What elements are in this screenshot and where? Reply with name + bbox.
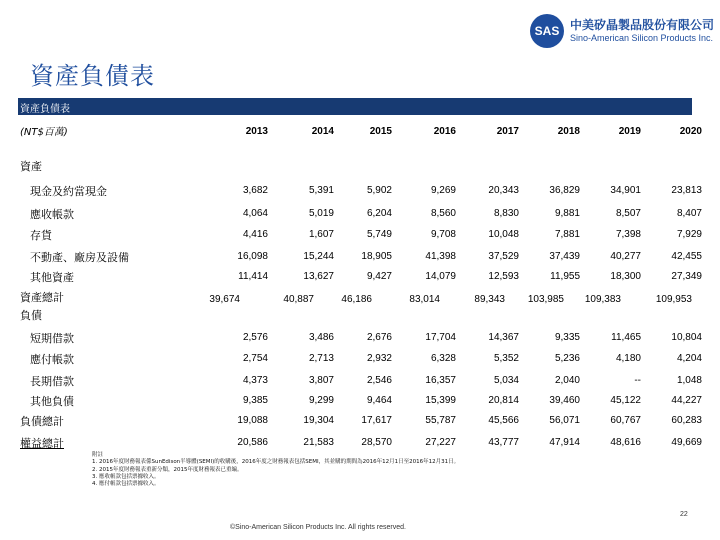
year-header-cell: 2019 <box>618 126 641 137</box>
table-cell: 1,048 <box>676 375 702 386</box>
table-cell: 4,180 <box>615 353 641 364</box>
table-cell: 13,627 <box>303 271 334 282</box>
table-cell: 8,560 <box>430 208 456 219</box>
table-cell: 36,829 <box>549 185 580 196</box>
table-cell: 44,227 <box>671 395 702 406</box>
table-cell: 8,407 <box>676 208 702 219</box>
table-cell: 39,460 <box>549 395 580 406</box>
table-title: 資產負債表 <box>20 104 70 115</box>
table-cell: 109,953 <box>655 294 692 305</box>
row-label: 應付帳款 <box>30 353 74 366</box>
year-header-cell: 2013 <box>245 126 268 137</box>
table-cell: 45,566 <box>488 415 519 426</box>
row-label: 短期借款 <box>30 332 74 345</box>
table-cell: 40,277 <box>610 251 641 262</box>
table-cell: 10,804 <box>671 332 702 343</box>
table-cell: 5,019 <box>308 208 334 219</box>
note-line: 2. 2015年度財務報表重新分類，2015年度財務報表已重編。 <box>92 466 243 473</box>
table-cell: 48,616 <box>610 437 641 448</box>
table-cell: 8,507 <box>615 208 641 219</box>
table-cell: 17,704 <box>425 332 456 343</box>
table-cell: 12,593 <box>488 271 519 282</box>
table-cell: 37,529 <box>488 251 519 262</box>
year-header-cell: 2018 <box>557 126 580 137</box>
row-label: 其他負債 <box>30 395 74 408</box>
table-cell: 40,887 <box>283 294 314 305</box>
table-cell: 15,244 <box>303 251 334 262</box>
row-label: 負債總計 <box>20 415 64 428</box>
row-label: 長期借款 <box>30 375 74 388</box>
unit-label: (NT$百萬) <box>20 127 68 138</box>
table-cell: 3,486 <box>308 332 334 343</box>
row-label: 現金及約當現金 <box>30 185 107 198</box>
section-assets: 資產 <box>20 160 42 173</box>
table-cell: 5,236 <box>554 353 580 364</box>
company-logo <box>530 14 715 50</box>
note-line: 附註 <box>92 452 104 458</box>
table-cell: 16,098 <box>237 251 268 262</box>
table-cell: -- <box>634 375 641 386</box>
table-cell: 4,204 <box>676 353 702 364</box>
table-cell: 4,416 <box>242 229 268 240</box>
table-cell: 10,048 <box>488 229 519 240</box>
table-cell: 3,682 <box>242 185 268 196</box>
table-cell: 9,299 <box>308 395 334 406</box>
table-cell: 6,328 <box>430 353 456 364</box>
table-cell: 17,617 <box>361 415 392 426</box>
page-number: 22 <box>680 511 688 518</box>
table-cell: 2,713 <box>308 353 334 364</box>
table-cell: 109,383 <box>584 294 621 305</box>
table-cell: 6,204 <box>366 208 392 219</box>
table-cell: 18,300 <box>610 271 641 282</box>
copyright-footer: ©Sino-American Silicon Products Inc. All rights reserved. <box>230 524 406 531</box>
table-cell: 9,427 <box>366 271 392 282</box>
table-cell: 39,674 <box>209 294 240 305</box>
table-cell: 5,034 <box>493 375 519 386</box>
year-header-cell: 2020 <box>679 126 702 137</box>
table-cell: 8,830 <box>493 208 519 219</box>
table-cell: 42,455 <box>671 251 702 262</box>
table-cell: 2,754 <box>242 353 268 364</box>
table-cell: 9,335 <box>554 332 580 343</box>
table-cell: 3,807 <box>308 375 334 386</box>
table-cell: 103,985 <box>527 294 564 305</box>
table-cell: 21,583 <box>303 437 334 448</box>
table-cell: 19,304 <box>303 415 334 426</box>
table-cell: 41,398 <box>425 251 456 262</box>
table-cell: 2,676 <box>366 332 392 343</box>
table-cell: 9,385 <box>242 395 268 406</box>
row-label: 權益總計 <box>20 437 64 450</box>
table-cell: 20,343 <box>488 185 519 196</box>
company-name-en: Sino-American Silicon Products Inc. <box>570 33 714 43</box>
table-cell: 5,749 <box>366 229 392 240</box>
table-cell: 9,269 <box>430 185 456 196</box>
table-cell: 2,576 <box>242 332 268 343</box>
table-cell: 11,465 <box>611 332 641 343</box>
row-label: 不動產、廠房及設備 <box>30 251 129 264</box>
company-name-zh: 中美矽晶製品股份有限公司 <box>570 18 715 32</box>
table-cell: 7,929 <box>676 229 702 240</box>
table-cell: 5,902 <box>366 185 392 196</box>
table-cell: 7,881 <box>554 229 580 240</box>
table-cell: 27,227 <box>425 437 456 448</box>
table-cell: 18,905 <box>361 251 392 262</box>
table-cell: 15,399 <box>425 395 456 406</box>
table-cell: 60,767 <box>610 415 641 426</box>
table-cell: 2,040 <box>554 375 580 386</box>
table-title-bar <box>18 98 692 115</box>
note-line: 3. 應收帳款包括票據收入。 <box>92 473 160 480</box>
table-cell: 4,373 <box>242 375 268 386</box>
row-label: 資產總計 <box>20 291 64 304</box>
table-cell: 9,464 <box>366 395 392 406</box>
table-cell: 34,901 <box>610 185 641 196</box>
table-cell: 23,813 <box>671 185 702 196</box>
year-header-cell: 2016 <box>433 126 456 137</box>
table-cell: 5,352 <box>493 353 519 364</box>
table-cell: 56,071 <box>549 415 580 426</box>
table-cell: 4,064 <box>242 208 268 219</box>
year-header-cell: 2015 <box>369 126 392 137</box>
table-cell: 89,343 <box>474 294 505 305</box>
note-line: 4. 應付帳款包括票據收入。 <box>92 481 160 488</box>
table-cell: 37,439 <box>549 251 580 262</box>
table-cell: 45,122 <box>610 395 641 406</box>
table-cell: 83,014 <box>409 294 440 305</box>
table-cell: 11,955 <box>550 271 580 282</box>
footnotes <box>92 452 692 488</box>
row-label: 應收帳款 <box>30 208 74 221</box>
table-cell: 2,546 <box>366 375 392 386</box>
table-cell: 11,414 <box>238 271 268 282</box>
table-cell: 1,607 <box>308 229 334 240</box>
table-cell: 14,079 <box>425 271 456 282</box>
table-cell: 9,881 <box>554 208 580 219</box>
note-line: 1. 2016年度財務報表係SunEdison半導體(SEMI)的收購後，2016年度之財務報表包括SEMI，其並購的期間為2016年12月1日至2016年12月31日。 <box>92 459 460 466</box>
table-cell: 55,787 <box>425 415 456 426</box>
table-cell: 49,669 <box>671 437 702 448</box>
year-header-cell: 2017 <box>496 126 519 137</box>
table-cell: 2,932 <box>366 353 392 364</box>
page-title: 資產負債表 <box>30 62 155 90</box>
table-cell: 5,391 <box>308 185 334 196</box>
table-cell: 20,586 <box>237 437 268 448</box>
table-cell: 47,914 <box>549 437 580 448</box>
year-header-cell: 2014 <box>311 126 334 137</box>
table-cell: 16,357 <box>425 375 456 386</box>
table-cell: 19,088 <box>237 415 268 426</box>
table-cell: 7,398 <box>615 229 641 240</box>
table-cell: 60,283 <box>671 415 702 426</box>
table-cell: 20,814 <box>488 395 519 406</box>
row-label: 存貨 <box>30 229 52 242</box>
table-cell: 43,777 <box>488 437 519 448</box>
table-cell: 14,367 <box>488 332 519 343</box>
section-liabilities: 負債 <box>20 309 42 322</box>
sas-logo-icon: SAS <box>530 14 564 48</box>
table-cell: 46,186 <box>341 294 372 305</box>
table-cell: 9,708 <box>430 229 456 240</box>
table-cell: 27,349 <box>671 271 702 282</box>
table-cell: 28,570 <box>361 437 392 448</box>
row-label: 其他資產 <box>30 271 74 284</box>
